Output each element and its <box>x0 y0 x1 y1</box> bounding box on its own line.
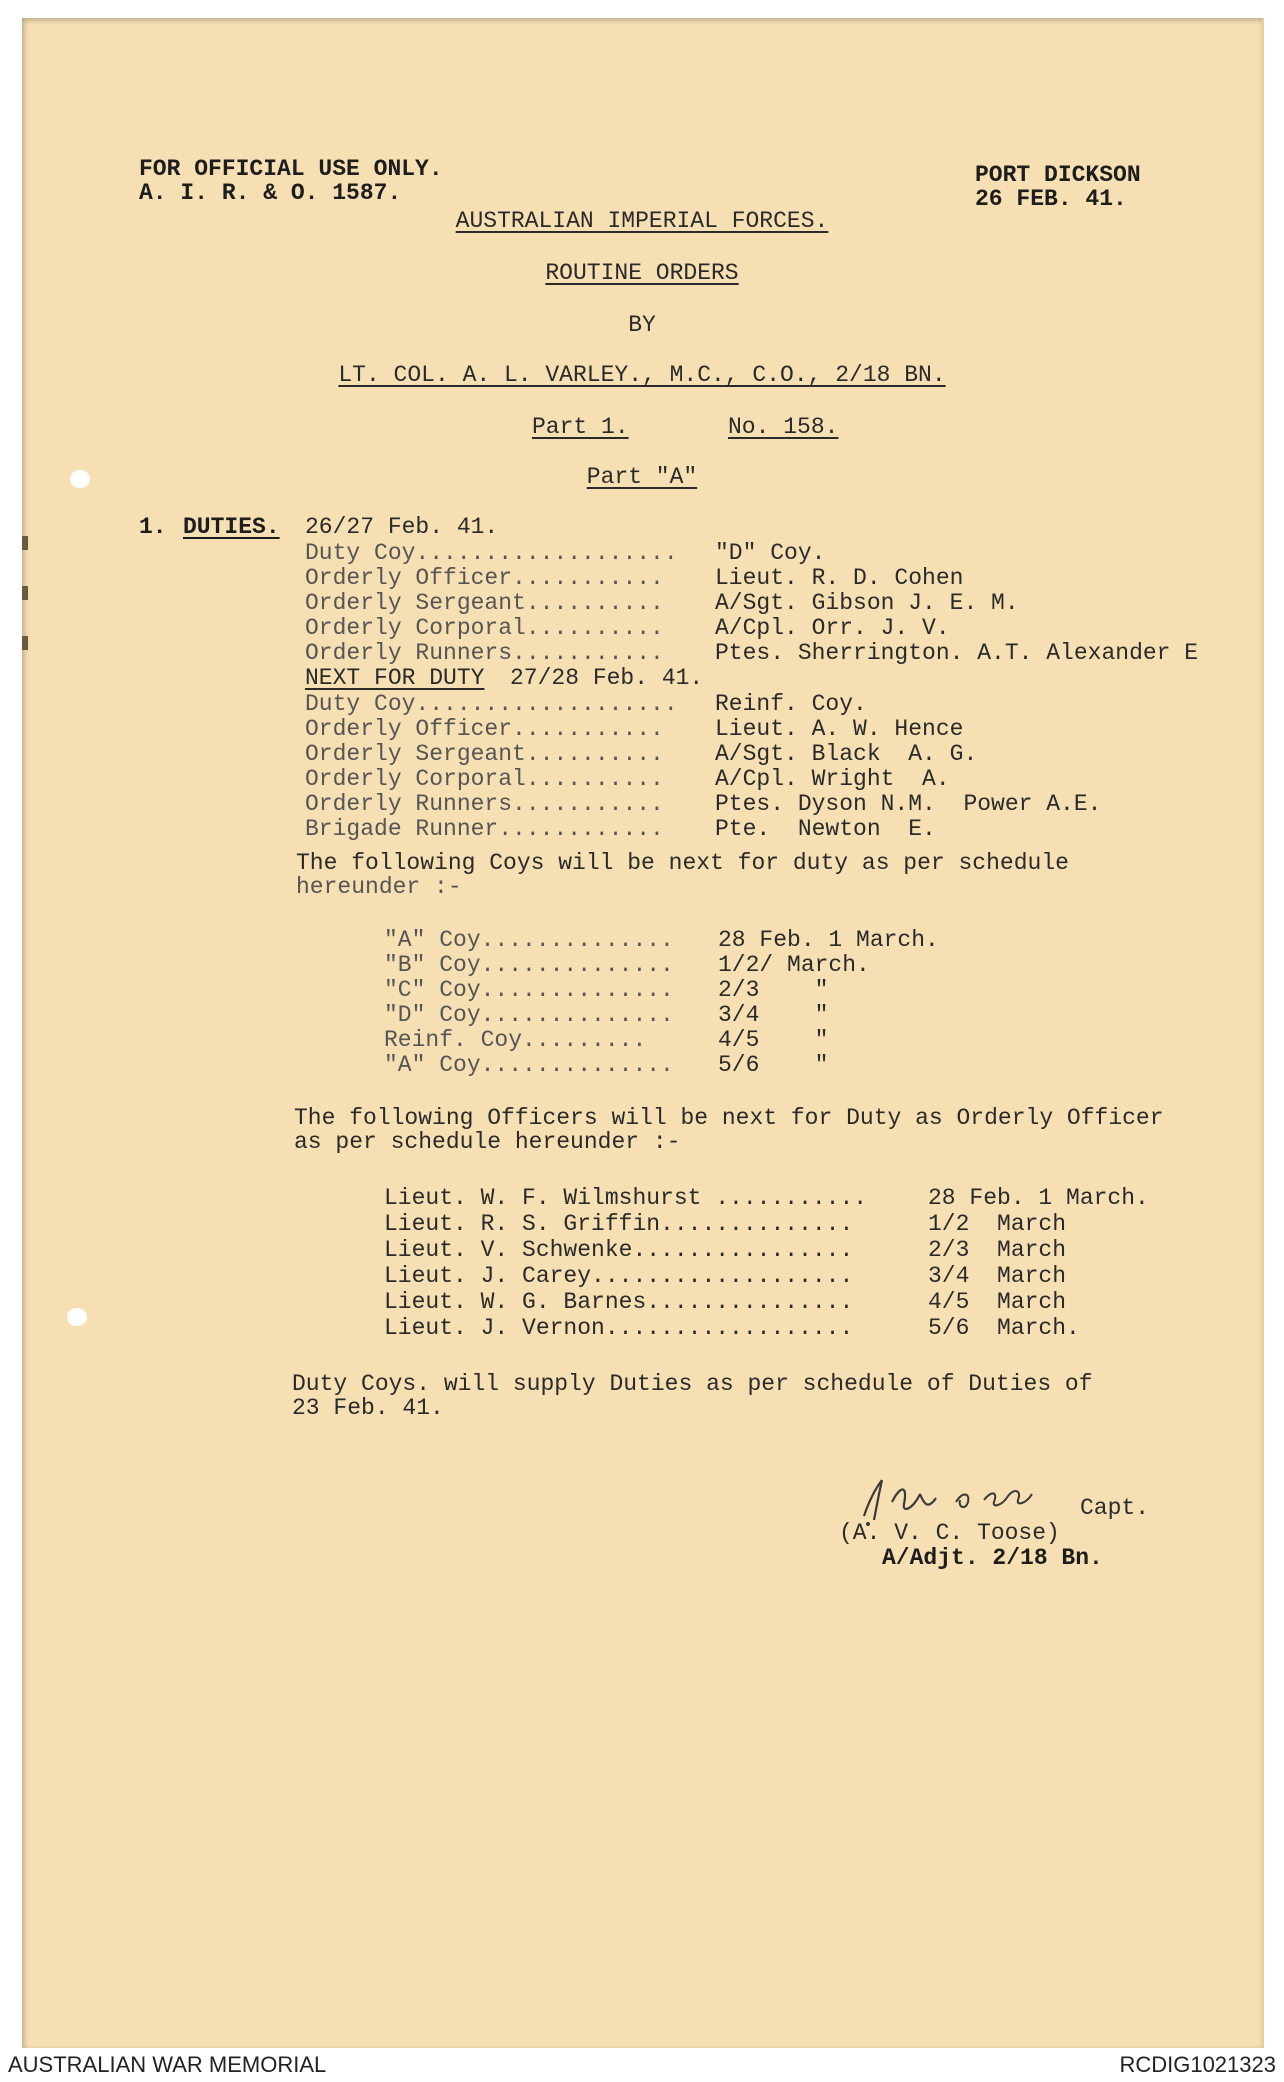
coy-dates: 5/6 " <box>718 1052 829 1078</box>
archive-credit: AUSTRALIAN WAR MEMORIAL <box>8 2052 327 2077</box>
duty-label: Orderly Corporal.......... <box>305 766 664 792</box>
officer-dates: 3/4 March <box>928 1263 1067 1289</box>
officer-name: Lieut. W. G. Barnes............... <box>384 1289 854 1315</box>
duty-value: A/Cpl. Wright A. <box>715 766 950 792</box>
duties-date: 26/27 Feb. 41. <box>305 514 499 540</box>
duty-label: Duty Coy................... <box>305 540 678 566</box>
officer-name: Lieut. R. S. Griffin.............. <box>384 1211 854 1237</box>
signatory-name: (A. V. C. Toose) <box>839 1520 1060 1546</box>
coy-label: Reinf. Coy......... <box>384 1027 647 1053</box>
official-use-label: FOR OFFICIAL USE ONLY. <box>139 156 443 182</box>
signatory-title: A/Adjt. 2/18 Bn. <box>882 1545 1103 1571</box>
officer-dates: 2/3 March <box>928 1237 1067 1263</box>
duty-value: Lieut. A. W. Hence <box>715 716 964 742</box>
duty-label: Orderly Sergeant.......... <box>305 741 664 767</box>
next-for-duty-date: 27/28 Feb. 41. <box>510 665 704 691</box>
coy-dates: 3/4 " <box>718 1002 829 1028</box>
margin-mark <box>22 636 28 650</box>
by-label: BY <box>628 312 656 338</box>
coys-intro: The following Coys will be next for duty as per schedule <box>296 850 1069 876</box>
officer-dates: 28 Feb. 1 March. <box>928 1185 1149 1211</box>
duty-value: A/Sgt. Black A. G. <box>715 741 978 767</box>
duty-value: Reinf. Coy. <box>715 691 867 717</box>
closing-line: Duty Coys. will supply Duties as per schedule of Duties of <box>292 1371 1093 1397</box>
officer-dates: 4/5 March <box>928 1289 1067 1315</box>
margin-mark <box>22 536 28 550</box>
archive-id: RCDIG1021323 <box>1119 2052 1276 2077</box>
duty-value: Ptes. Dyson N.M. Power A.E. <box>715 791 1102 817</box>
duty-value: Lieut. R. D. Cohen <box>715 565 964 591</box>
duty-value: "D" Coy. <box>715 540 826 566</box>
next-for-duty-heading: NEXT FOR DUTY <box>305 665 485 691</box>
duty-label: Orderly Runners........... <box>305 791 664 817</box>
coy-label: "A" Coy.............. <box>384 1052 674 1078</box>
part-label: Part 1. <box>532 414 629 440</box>
officers-intro-cont: as per schedule hereunder :- <box>294 1129 681 1155</box>
document-title: AUSTRALIAN IMPERIAL FORCES. <box>455 208 829 234</box>
officer-name: Lieut. J. Vernon.................. <box>384 1315 854 1341</box>
duty-label: Orderly Officer........... <box>305 716 664 742</box>
officer-name: Lieut. J. Carey................... <box>384 1263 854 1289</box>
margin-mark <box>22 586 28 600</box>
duty-value: A/Sgt. Gibson J. E. M. <box>715 590 1019 616</box>
duty-label: Duty Coy................... <box>305 691 678 717</box>
closing-line-cont: 23 Feb. 41. <box>292 1395 444 1421</box>
officer-dates: 5/6 March. <box>928 1315 1080 1341</box>
duty-label: Orderly Corporal.......... <box>305 615 664 641</box>
officer-name: Lieut. W. F. Wilmshurst ........... <box>384 1185 868 1211</box>
duties-heading: DUTIES. <box>183 514 280 540</box>
document-subtitle: ROUTINE ORDERS <box>545 260 739 286</box>
punch-hole-bottom <box>67 1308 87 1326</box>
officers-intro: The following Officers will be next for Duty as Orderly Officer <box>294 1105 1164 1131</box>
coy-dates: 4/5 " <box>718 1027 829 1053</box>
duty-value: A/Cpl. Orr. J. V. <box>715 615 950 641</box>
officer-name: Lieut. V. Schwenke................ <box>384 1237 854 1263</box>
document-page <box>22 18 1264 2048</box>
duty-label: Orderly Officer........... <box>305 565 664 591</box>
order-number: No. 158. <box>728 414 839 440</box>
coys-intro-cont: hereunder :- <box>296 874 462 900</box>
coy-label: "D" Coy.............. <box>384 1002 674 1028</box>
reference-number: A. I. R. & O. 1587. <box>139 180 402 206</box>
signatory-rank: Capt. <box>1080 1495 1150 1521</box>
duty-value: Pte. Newton E. <box>715 816 936 842</box>
coy-dates: 1/2/ March. <box>718 952 870 978</box>
commander-line: LT. COL. A. L. VARLEY., M.C., C.O., 2/18 BN. <box>338 362 946 388</box>
part-a-label: Part "A" <box>586 464 698 490</box>
coy-dates: 28 Feb. 1 March. <box>718 927 939 953</box>
coy-label: "C" Coy.............. <box>384 977 674 1003</box>
duty-value: Ptes. Sherrington. A.T. Alexander E <box>715 640 1199 666</box>
duty-label: Orderly Sergeant.......... <box>305 590 664 616</box>
coy-dates: 2/3 " <box>718 977 829 1003</box>
duty-label: Brigade Runner............ <box>305 816 664 842</box>
coy-label: "B" Coy.............. <box>384 952 674 978</box>
location: PORT DICKSON <box>975 162 1141 188</box>
section-number: 1. <box>139 514 167 540</box>
officer-dates: 1/2 March <box>928 1211 1067 1237</box>
coy-label: "A" Coy.............. <box>384 927 674 953</box>
duty-label: Orderly Runners........... <box>305 640 664 666</box>
document-date: 26 FEB. 41. <box>975 186 1127 212</box>
